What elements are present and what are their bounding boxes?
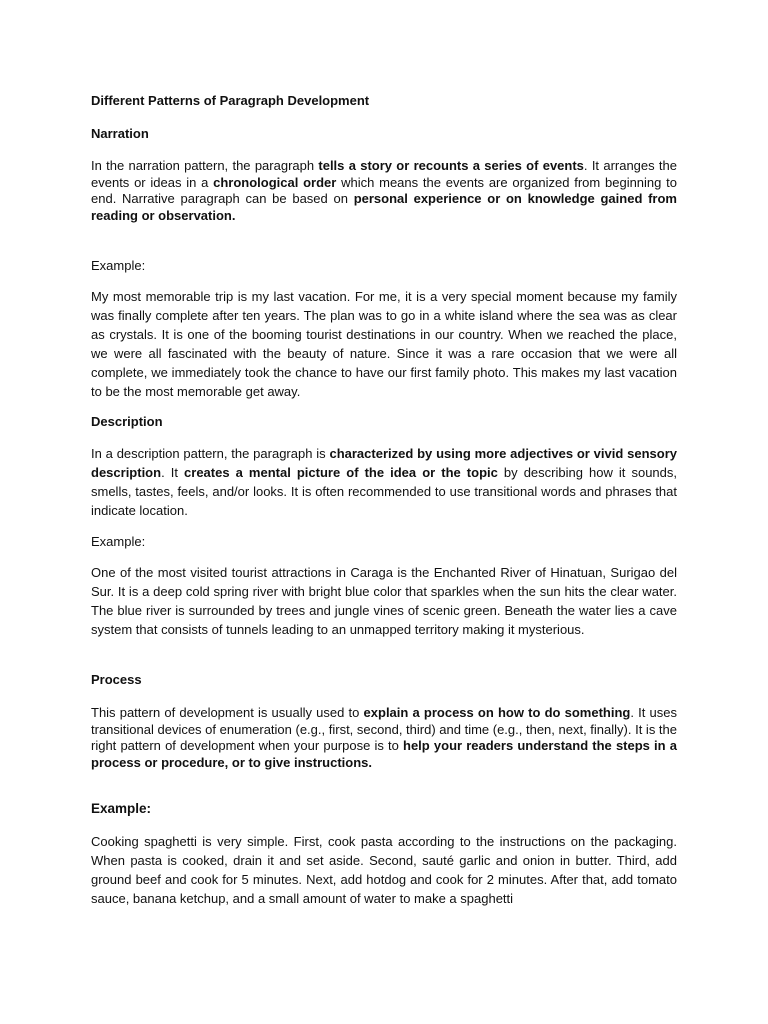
narration-example-text: My most memorable trip is my last vacation. For me, it is a very special moment because my family was finally complete after ten years. The plan was to go in a white island where the sea was as clear as crystals. It is one of the booming tourist destinations in our country. When we reached the place, we were all fascinated with the beauty of nature. Since it was a rare occasion that we were all complete, we immediately took the chance to have our first family photo. This makes my last vacation to be the most memorable get away. bbox=[91, 289, 677, 399]
description-example-label: Example: bbox=[91, 534, 146, 549]
heading-description: Description bbox=[91, 414, 163, 429]
narration-definition: In the narration pattern, the paragraph tells a story or recounts a series of events. It arranges the events or ideas in a chronological order which means the events are organized from beginning to end. Narrative paragraph can be based on personal experience or on knowledge gained from reading or observation. bbox=[91, 158, 678, 223]
description-example-text: One of the most visited tourist attractions in Caraga is the Enchanted River of Hinatuan, Surigao del Sur. It is a deep cold spring river with bright blue color that sparkles when the sun hits the clear water. The blue river is surrounded by trees and jungle vines of scenic green. Beneath the water lies a cave system that consists of tunnels leading to an unmapped territory making it mysterious. bbox=[91, 565, 677, 637]
description-definition: In a description pattern, the paragraph is characterized by using more adjectives or vivid sensory description. It creates a mental picture of the idea or the topic by describing how it sounds, smells, tastes, feels, and/or looks. It is often recommended to use transitional words and phrases that indicate location. bbox=[91, 446, 677, 518]
narration-example-label: Example: bbox=[91, 258, 146, 273]
heading-process: Process bbox=[91, 672, 142, 687]
heading-narration: Narration bbox=[91, 126, 149, 141]
process-definition: This pattern of development is usually used to explain a process on how to do something. It uses transitional devices of enumeration (e.g., first, second, third) and time (e.g., then, next, finally). It is the right pattern of development when your purpose is to help your readers understand the steps in a process or procedure, or to give instructions. bbox=[91, 705, 678, 770]
process-example-text: Cooking spaghetti is very simple. First, cook pasta according to the instructions on the packaging. When pasta is cooked, drain it and set aside. Second, sauté garlic and onion in butter. Third, add ground beef and cook for 5 minutes. Next, add hotdog and cook for 2 minutes. After that, add tomato sauce, banana ketchup, and a small amount of water to make a spaghetti bbox=[91, 834, 677, 906]
process-example-label: Example: bbox=[91, 801, 152, 816]
document-title: Different Patterns of Paragraph Development bbox=[91, 93, 370, 108]
